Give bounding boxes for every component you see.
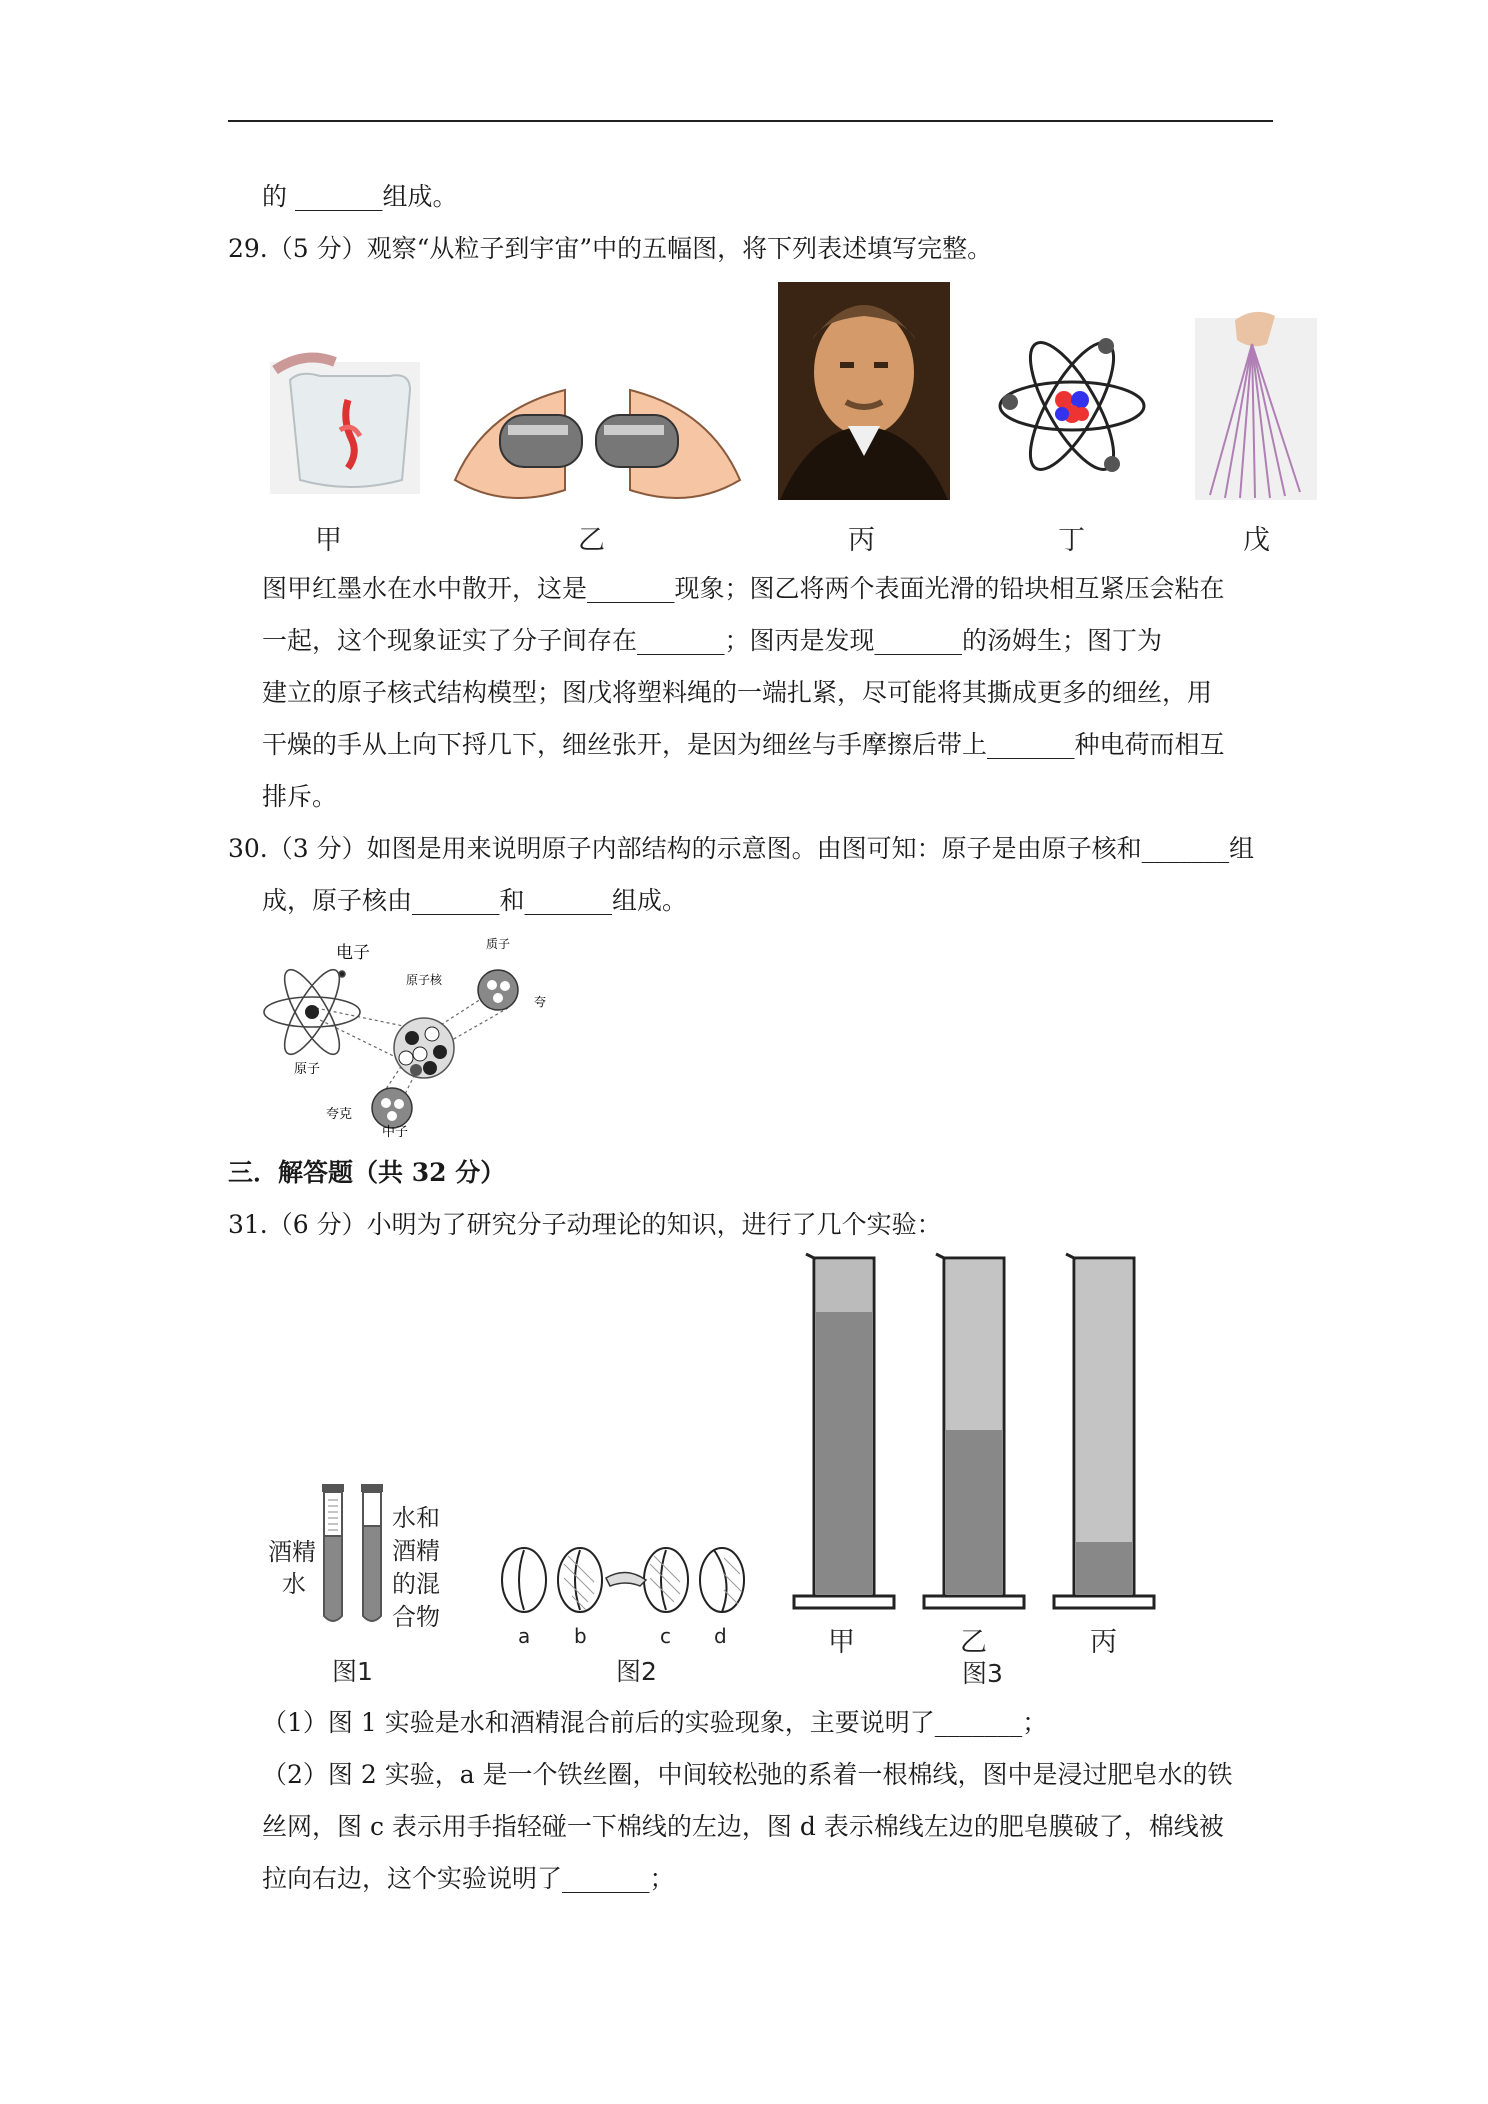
caption-yi: 乙 <box>578 525 605 556</box>
fig2-wire-rings <box>498 1544 748 1624</box>
label-quark-top: 夸 <box>534 995 547 1009</box>
q29-text-5: 排斥。 <box>262 782 338 811</box>
question-30-line-2: 成，原子核由_______和_______组成。 <box>262 886 688 915</box>
section-3-heading: 三．解答题（共 32 分） <box>228 1158 506 1187</box>
thomson-portrait-image <box>778 282 950 500</box>
atom-model-image <box>1000 332 1144 481</box>
fig1-left-label <box>268 1536 316 1600</box>
caption-ding: 丁 <box>1058 525 1085 556</box>
fig1-caption: 图1 <box>332 1657 373 1686</box>
label-water: 水 <box>282 1570 306 1598</box>
fig2-letter-a: a <box>518 1624 531 1648</box>
q29-text-1: 图甲红墨水在水中散开，这是_______现象；图乙将两个表面光滑的铅块相互紧压会粘在 <box>262 574 1225 603</box>
fig2-letter-c: c <box>660 1624 671 1648</box>
label-neutron: 中子 <box>382 1125 409 1138</box>
caption-jia: 甲 <box>315 525 342 556</box>
q29-figure-strip <box>260 280 1320 560</box>
fig3-cylinders <box>780 1250 1180 1620</box>
label-proton: 质子 <box>486 937 511 951</box>
fig2-caption: 图2 <box>616 1657 657 1686</box>
q31-part-1: （1）图 1 实验是水和酒精混合前后的实验现象，主要说明了_______； <box>262 1708 1048 1737</box>
q31-part-2-line-2: 丝网，图 c 表示用手指轻碰一下棉线的左边，图 d 表示棉线左边的肥皂膜破了，棉线被 <box>262 1812 1224 1841</box>
q31-part-2-line-1: （2）图 2 实验，a 是一个铁丝圈，中间较松弛的系着一根棉线，图中是浸过肥皂水的铁 <box>262 1760 1233 1789</box>
question-29-title: 29.（5 分）观察“从粒子到宇宙”中的五幅图，将下列表述填写完整。 <box>228 234 993 263</box>
header-rule <box>228 120 1273 122</box>
fig3-caption: 图3 <box>962 1659 1003 1688</box>
fig3-label-yi: 乙 <box>960 1627 987 1658</box>
label-right-4: 合物 <box>392 1603 440 1631</box>
label-nucleus: 原子核 <box>406 973 443 987</box>
fig3-label-jia: 甲 <box>828 1627 855 1658</box>
cylinder-bing <box>1054 1254 1154 1608</box>
fig2-letter-d: d <box>714 1624 727 1648</box>
question-31-title: 31.（6 分）小明为了研究分子动理论的知识，进行了几个实验： <box>228 1210 942 1239</box>
label-alcohol: 酒精 <box>268 1538 316 1566</box>
label-right-3: 的混 <box>392 1570 440 1598</box>
q29-text-2: 一起，这个现象证实了分子间存在_______；图丙是发现_______的汤姆生；图丁为 <box>262 626 1163 655</box>
hands-lead-blocks-image <box>455 390 740 498</box>
q29-text-4: 干燥的手从上向下捋几下，细丝张开，是因为细丝与手摩擦后带上_______种电荷而相互 <box>262 730 1225 759</box>
label-right-1: 水和 <box>392 1504 440 1532</box>
label-right-2: 酒精 <box>392 1537 440 1565</box>
cylinder-jia <box>794 1254 894 1608</box>
q29-text-3: 建立的原子核式结构模型；图戊将塑料绳的一端扎紧，尽可能将其撕成更多的细丝，用 <box>262 678 1213 707</box>
atom-structure-diagram <box>258 928 558 1138</box>
continued-line: 的 _______组成。 <box>262 182 458 211</box>
caption-bing: 丙 <box>848 525 875 556</box>
plastic-strands-image <box>1195 312 1317 500</box>
fig2-letter-b: b <box>574 1624 587 1648</box>
q31-part-2-line-3: 拉向右边，这个实验说明了_______； <box>262 1864 675 1893</box>
label-electron: 电子 <box>336 943 370 963</box>
question-30-line-1: 30.（3 分）如图是用来说明原子内部结构的示意图。由图可知：原子是由原子核和_______组 <box>228 834 1255 863</box>
label-atom: 原子 <box>294 1062 321 1077</box>
fig3-label-bing: 丙 <box>1090 1627 1117 1658</box>
caption-wu: 戊 <box>1243 525 1270 556</box>
label-quark: 夸克 <box>326 1107 353 1122</box>
fig1-right-label <box>392 1502 440 1634</box>
beaker-red-ink-image <box>270 358 420 495</box>
cylinder-yi <box>924 1254 1024 1608</box>
